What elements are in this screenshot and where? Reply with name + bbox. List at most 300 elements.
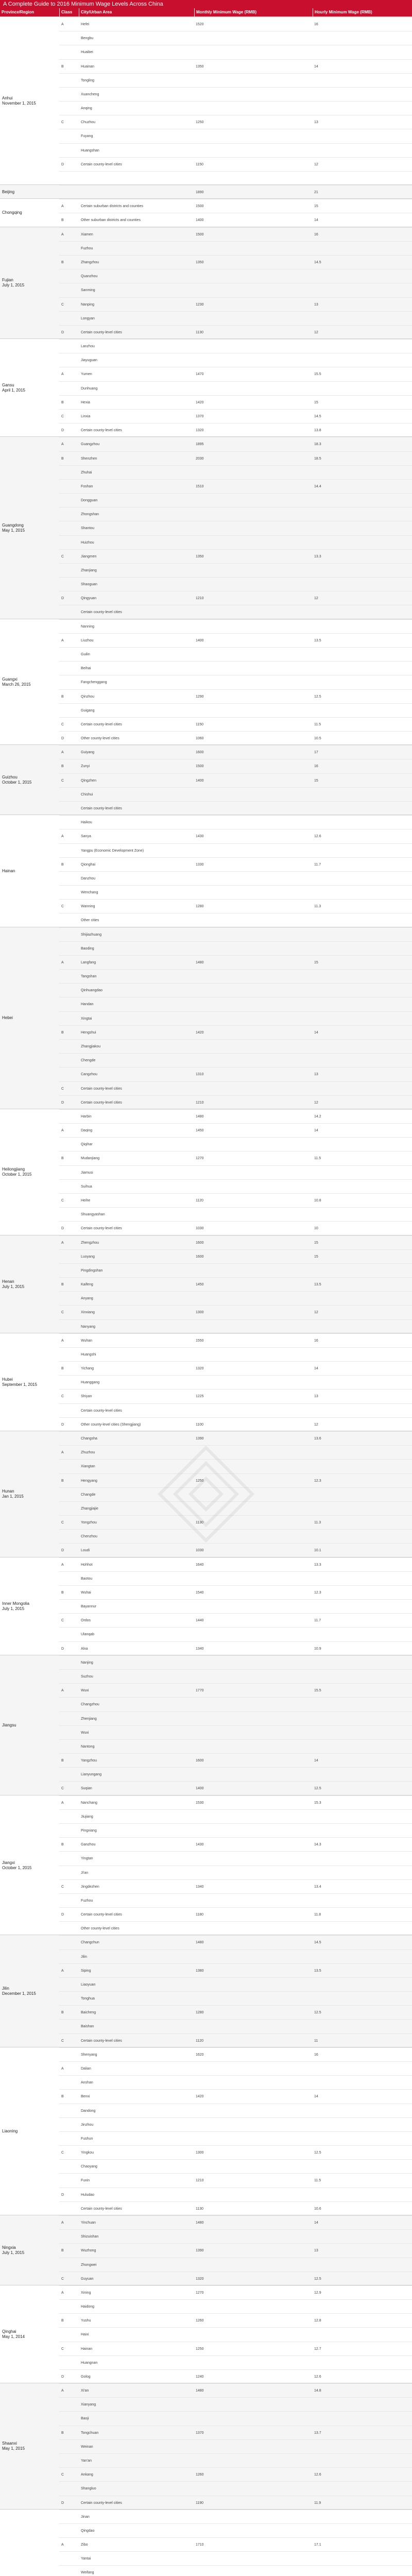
table-row xyxy=(59,1977,412,1991)
hourly-wage-cell: 11.3 xyxy=(314,1521,321,1525)
monthly-wage-cell: 1890 xyxy=(196,191,204,195)
monthly-wage-cell: 1240 xyxy=(196,2375,204,2379)
city-cell: Wuhai xyxy=(81,1590,91,1595)
hourly-wage-cell: 16 xyxy=(314,765,318,769)
city-cell: Bengbu xyxy=(81,37,94,41)
city-cell: Baoji xyxy=(81,2417,89,2421)
city-cell: Anyang xyxy=(81,1297,93,1301)
city-cell: Xiamen xyxy=(81,232,93,236)
city-cell: Huangshi xyxy=(81,1352,96,1357)
table-row xyxy=(59,871,412,885)
city-cell: Yumen xyxy=(81,372,92,377)
hourly-wage-cell: 12.5 xyxy=(314,1787,321,1791)
city-cell: Zhangzhou xyxy=(81,261,99,265)
table-row xyxy=(59,2523,412,2537)
monthly-wage-cell: 1640 xyxy=(196,1563,204,1567)
table-row xyxy=(59,661,412,675)
table-row xyxy=(59,1515,412,1529)
city-cell: Certain county-level cities xyxy=(81,2501,122,2505)
table-row xyxy=(59,745,412,759)
table-row xyxy=(59,1179,412,1193)
class-cell: C xyxy=(61,1198,64,1202)
province-block xyxy=(0,2509,412,2576)
class-cell: D xyxy=(61,162,64,166)
table-row xyxy=(59,1935,412,1949)
class-cell: D xyxy=(61,737,64,741)
city-cell: Baishan xyxy=(81,2025,94,2029)
hourly-wage-cell: 14.5 xyxy=(314,1941,321,1945)
city-cell: Luoyang xyxy=(81,1255,95,1259)
table-row xyxy=(59,381,412,395)
class-cell: A xyxy=(61,751,64,755)
hourly-wage-cell: 15 xyxy=(314,400,318,404)
table-row xyxy=(59,1417,412,1431)
city-cell: Wuxi xyxy=(81,1731,89,1735)
city-cell: Wuxi xyxy=(81,1689,89,1693)
class-cell: B xyxy=(61,1759,64,1763)
monthly-wage-cell: 1770 xyxy=(196,1689,204,1693)
table-row xyxy=(59,829,412,843)
class-cell: C xyxy=(61,1885,64,1889)
city-cell: Heihe xyxy=(81,1198,91,1202)
monthly-wage-cell: 1120 xyxy=(196,1198,204,1202)
table-row xyxy=(59,787,412,801)
class-cell: C xyxy=(61,1619,64,1623)
monthly-wage-cell: 1030 xyxy=(196,1549,204,1553)
hourly-wage-cell: 14.5 xyxy=(314,261,321,265)
city-cell: Yingtan xyxy=(81,1857,93,1861)
hourly-wage-cell: 12 xyxy=(314,1422,318,1427)
table-row xyxy=(59,185,412,199)
hourly-wage-cell: 13.7 xyxy=(314,2431,321,2435)
table-row xyxy=(59,1487,412,1501)
province-block xyxy=(0,1109,412,1235)
table-row xyxy=(59,2033,412,2047)
monthly-wage-cell: 1370 xyxy=(196,414,204,418)
city-cell: Huangshan xyxy=(81,148,99,152)
table-row xyxy=(59,73,412,87)
monthly-wage-cell: 1290 xyxy=(196,694,204,699)
table-row xyxy=(59,1809,412,1823)
city-cell: Jingdezhen xyxy=(81,1885,99,1889)
province-name: Gansu April 1, 2015 xyxy=(2,383,25,393)
monthly-wage-cell: 1400 xyxy=(196,1787,204,1791)
class-cell: B xyxy=(61,261,64,265)
monthly-wage-cell: 1310 xyxy=(196,1073,204,1077)
city-cell: Shiyan xyxy=(81,1395,92,1399)
table-row xyxy=(59,1109,412,1123)
city-cell: Zhongwei xyxy=(81,2263,97,2267)
city-cell: Fuyang xyxy=(81,134,93,139)
table-header xyxy=(0,8,412,16)
city-cell: Jinan xyxy=(81,2515,90,2519)
city-cell: Suihua xyxy=(81,1184,92,1189)
hourly-wage-cell: 18.3 xyxy=(314,443,321,447)
hourly-wage-cell: 15 xyxy=(314,778,318,783)
table-row xyxy=(59,1543,412,1557)
class-cell: B xyxy=(61,1590,64,1595)
hourly-wage-cell: 13.3 xyxy=(314,554,321,558)
monthly-wage-cell: 1600 xyxy=(196,1255,204,1259)
city-cell: Yantai xyxy=(81,2557,91,2561)
hourly-wage-cell: 12.3 xyxy=(314,1479,321,1483)
city-cell: Anqing xyxy=(81,107,92,111)
city-cell: Other cities xyxy=(81,919,99,923)
province-name: Jiangsu xyxy=(2,1722,16,1727)
table-row xyxy=(59,2355,412,2369)
monthly-wage-cell: 1260 xyxy=(196,2473,204,2477)
city-cell: Fangchenggang xyxy=(81,681,107,685)
class-cell: A xyxy=(61,372,64,377)
city-cell: Dongguan xyxy=(81,499,98,503)
table-row xyxy=(59,367,412,381)
city-cell: Shijiazhuang xyxy=(81,933,102,937)
table-row xyxy=(59,1866,412,1879)
class-cell: C xyxy=(61,1787,64,1791)
table-row xyxy=(59,1851,412,1865)
province-name: Guangxi March 26, 2015 xyxy=(2,676,31,687)
monthly-wage-cell: 1420 xyxy=(196,1030,204,1035)
province-block xyxy=(0,619,412,745)
table-row xyxy=(59,773,412,787)
city-cell: Changde xyxy=(81,1493,96,1497)
table-row xyxy=(59,255,412,269)
city-cell: Certain county-level cities xyxy=(81,1100,122,1105)
table-row xyxy=(59,339,412,353)
table-row xyxy=(59,1361,412,1375)
city-cell: Shantou xyxy=(81,527,95,531)
city-cell: Shaoguan xyxy=(81,583,97,587)
monthly-wage-cell: 1320 xyxy=(196,2277,204,2281)
city-cell: Nanping xyxy=(81,302,95,307)
table-row xyxy=(59,45,412,59)
table-row xyxy=(59,1333,412,1347)
city-cell: Foshan xyxy=(81,484,93,488)
province-block xyxy=(0,2285,412,2383)
city-cell: Daqing xyxy=(81,1129,93,1133)
city-cell: Guyuan xyxy=(81,2277,94,2281)
hourly-wage-cell: 11.5 xyxy=(314,722,321,726)
table-row xyxy=(59,675,412,689)
city-cell: Xuancheng xyxy=(81,92,99,96)
monthly-wage-cell: 1620 xyxy=(196,2053,204,2057)
hourly-wage-cell: 14.2 xyxy=(314,1114,321,1118)
province-name: Anhui November 1, 2015 xyxy=(2,96,36,106)
class-cell: B xyxy=(61,2319,64,2323)
monthly-wage-cell: 1230 xyxy=(196,302,204,307)
city-cell: Pingxiang xyxy=(81,1828,97,1833)
table-row xyxy=(59,647,412,661)
monthly-wage-cell: 1270 xyxy=(196,1157,204,1161)
monthly-wage-cell: 1250 xyxy=(196,1479,204,1483)
city-cell: Mudanjiang xyxy=(81,1157,100,1161)
city-cell: Zhenjiang xyxy=(81,1717,97,1721)
city-cell: Certain county-level cities xyxy=(81,330,122,334)
monthly-wage-cell: 1400 xyxy=(196,218,204,223)
city-cell: Alxa xyxy=(81,1647,88,1651)
city-cell: Hengyang xyxy=(81,1479,97,1483)
hourly-wage-cell: 12.5 xyxy=(314,2151,321,2155)
class-cell: B xyxy=(61,218,64,223)
table-row xyxy=(59,1781,412,1795)
province-name: Hebei xyxy=(2,1015,13,1021)
table-row xyxy=(59,801,412,815)
province-block xyxy=(0,16,412,184)
city-cell: Chengde xyxy=(81,1059,96,1063)
monthly-wage-cell: 1480 xyxy=(196,2221,204,2225)
table-row xyxy=(59,465,412,479)
table-row xyxy=(59,1459,412,1473)
city-cell: Certain county-level cities xyxy=(81,429,122,433)
city-cell: Siping xyxy=(81,1969,91,1973)
hourly-wage-cell: 15 xyxy=(314,1241,318,1245)
class-cell: C xyxy=(61,1311,64,1315)
hourly-wage-cell: 10.5 xyxy=(314,737,321,741)
city-cell: Yan'an xyxy=(81,2459,92,2463)
city-cell: Shenzhen xyxy=(81,456,97,461)
city-cell: Haikou xyxy=(81,821,92,825)
class-cell: A xyxy=(61,1801,64,1805)
table-row xyxy=(59,2537,412,2551)
city-cell: Tangshan xyxy=(81,975,97,979)
table-row xyxy=(59,1753,412,1767)
city-cell: Xining xyxy=(81,2291,91,2295)
city-cell: Guigang xyxy=(81,708,95,713)
table-row xyxy=(59,2510,412,2523)
class-cell: A xyxy=(61,2221,64,2225)
province-block xyxy=(0,227,412,338)
class-cell: B xyxy=(61,1843,64,1847)
hourly-wage-cell: 14 xyxy=(314,2221,318,2225)
city-cell: Qinzhou xyxy=(81,694,95,699)
city-cell: Huludao xyxy=(81,2193,95,2197)
table-row xyxy=(59,171,412,185)
monthly-wage-cell: 1120 xyxy=(196,2039,204,2043)
city-cell: Shangluo xyxy=(81,2487,96,2491)
hourly-wage-cell: 11.7 xyxy=(314,1619,321,1623)
city-cell: Suqian xyxy=(81,1787,92,1791)
table-row xyxy=(59,1725,412,1739)
header-monthly: Monthly Minimum Wage (RMB) xyxy=(194,8,313,16)
table-row xyxy=(59,213,412,227)
class-cell: A xyxy=(61,1241,64,1245)
city-cell: Certain county-level cities xyxy=(81,1227,122,1231)
table-row xyxy=(59,1739,412,1753)
hourly-wage-cell: 12 xyxy=(314,1100,318,1105)
table-row xyxy=(59,353,412,367)
monthly-wage-cell: 1330 xyxy=(196,862,204,867)
table-row xyxy=(59,1375,412,1389)
class-cell: B xyxy=(61,2431,64,2435)
city-cell: Qingyuan xyxy=(81,597,96,601)
city-cell: Ordos xyxy=(81,1619,91,1623)
table-row xyxy=(59,633,412,647)
table-row xyxy=(59,87,412,101)
monthly-wage-cell: 1480 xyxy=(196,960,204,964)
table-row xyxy=(59,1137,412,1151)
table-row xyxy=(59,703,412,717)
table-row xyxy=(59,2131,412,2145)
city-cell: Huizhou xyxy=(81,540,94,545)
city-cell: Yangzhou xyxy=(81,1759,97,1763)
table-row xyxy=(59,101,412,115)
hourly-wage-cell: 14 xyxy=(314,1030,318,1035)
city-cell: Jiangmen xyxy=(81,554,97,558)
table-row xyxy=(59,1151,412,1165)
city-cell: Zhongshan xyxy=(81,513,99,517)
monthly-wage-cell: 1030 xyxy=(196,1227,204,1231)
hourly-wage-cell: 14.5 xyxy=(314,414,321,418)
monthly-wage-cell: 1300 xyxy=(196,2151,204,2155)
hourly-wage-cell: 13 xyxy=(314,2249,318,2253)
city-cell: Golog xyxy=(81,2375,91,2379)
table-row xyxy=(59,1879,412,1893)
hourly-wage-cell: 14 xyxy=(314,1129,318,1133)
hourly-wage-cell: 12.6 xyxy=(314,835,321,839)
city-cell: Qinhuangdao xyxy=(81,989,103,993)
city-cell: Huaibei xyxy=(81,50,93,55)
hourly-wage-cell: 13.3 xyxy=(314,1563,321,1567)
monthly-wage-cell: 1280 xyxy=(196,905,204,909)
hourly-wage-cell: 12.5 xyxy=(314,2011,321,2015)
monthly-wage-cell: 1130 xyxy=(196,2207,204,2211)
table-row xyxy=(59,297,412,311)
city-cell: Fushun xyxy=(81,2137,93,2141)
city-cell: Tongchuan xyxy=(81,2431,99,2435)
hourly-wage-cell: 12.5 xyxy=(314,694,321,699)
monthly-wage-cell: 1480 xyxy=(196,1114,204,1118)
table-row xyxy=(59,1039,412,1053)
header-city: City/Urban Area xyxy=(79,8,194,16)
city-cell: Benxi xyxy=(81,2095,90,2099)
table-row xyxy=(59,815,412,829)
city-cell: Xingtai xyxy=(81,1016,92,1021)
hourly-wage-cell: 13 xyxy=(314,121,318,125)
class-cell: A xyxy=(61,23,64,26)
table-row xyxy=(59,1277,412,1291)
table-row xyxy=(59,689,412,703)
monthly-wage-cell: 1340 xyxy=(196,1885,204,1889)
city-cell: Changchun xyxy=(81,1941,99,1945)
hourly-wage-cell: 13 xyxy=(314,1073,318,1077)
class-cell: C xyxy=(61,2151,64,2155)
table-row xyxy=(59,2188,412,2201)
table-row xyxy=(59,1207,412,1221)
table-row xyxy=(59,1711,412,1725)
monthly-wage-cell: 1190 xyxy=(196,2501,204,2505)
city-cell: Zunyi xyxy=(81,765,90,769)
hourly-wage-cell: 10.6 xyxy=(314,2207,321,2211)
hourly-wage-cell: 12.9 xyxy=(314,2291,321,2295)
monthly-wage-cell: 1450 xyxy=(196,1129,204,1133)
city-cell: Zhengzhou xyxy=(81,1241,99,1245)
table-row xyxy=(59,1123,412,1137)
city-cell: Chuzhou xyxy=(81,121,96,125)
city-cell: Other suburban districts and counties xyxy=(81,218,141,223)
class-cell: C xyxy=(61,554,64,558)
province-name: Hubei September 1, 2015 xyxy=(2,1377,38,1387)
monthly-wage-cell: 1380 xyxy=(196,1969,204,1973)
city-cell: Zhuzhou xyxy=(81,1451,95,1455)
table-row xyxy=(59,535,412,549)
city-cell: Guangzhou xyxy=(81,443,100,447)
monthly-wage-cell: 1225 xyxy=(196,1395,204,1399)
hourly-wage-cell: 17.1 xyxy=(314,2543,321,2547)
table-row xyxy=(59,1613,412,1627)
city-cell: Certain county-level cities xyxy=(81,1913,122,1917)
class-cell: C xyxy=(61,414,64,418)
table-row xyxy=(59,1165,412,1179)
city-cell: Fuxin xyxy=(81,2179,90,2183)
table-row xyxy=(59,1837,412,1851)
table-row xyxy=(59,1823,412,1837)
hourly-wage-cell: 14 xyxy=(314,64,318,69)
table-row xyxy=(59,2215,412,2229)
class-cell: B xyxy=(61,694,64,699)
class-cell: C xyxy=(61,905,64,909)
table-row xyxy=(59,1795,412,1809)
hourly-wage-cell: 21 xyxy=(314,191,318,195)
monthly-wage-cell: 1350 xyxy=(196,554,204,558)
monthly-wage-cell: 1130 xyxy=(196,330,204,334)
province-block xyxy=(0,744,412,815)
table-row xyxy=(59,2117,412,2131)
hourly-wage-cell: 13.5 xyxy=(314,1283,321,1287)
class-cell: A xyxy=(61,2543,64,2547)
city-cell: Haixi xyxy=(81,2333,89,2337)
province-block xyxy=(0,1655,412,1795)
table-row xyxy=(59,2047,412,2061)
class-cell: D xyxy=(61,1549,64,1553)
class-cell: A xyxy=(61,205,64,209)
city-cell: Huainan xyxy=(81,64,95,69)
class-cell: B xyxy=(61,2095,64,2099)
table-row xyxy=(59,2453,412,2467)
table-row xyxy=(59,1025,412,1039)
table-row xyxy=(59,2327,412,2341)
city-cell: Shizuishan xyxy=(81,2235,99,2239)
monthly-wage-cell: 1470 xyxy=(196,372,204,377)
hourly-wage-cell: 15.5 xyxy=(314,1689,321,1693)
city-cell: Wuhan xyxy=(81,1338,93,1343)
table-row xyxy=(59,577,412,591)
monthly-wage-cell: 1600 xyxy=(196,1241,204,1245)
class-cell: A xyxy=(61,2291,64,2295)
table-row xyxy=(59,2075,412,2089)
hourly-wage-cell: 10.1 xyxy=(314,1549,321,1553)
table-row xyxy=(59,269,412,283)
hourly-wage-cell: 13.6 xyxy=(314,1437,321,1440)
table-row xyxy=(59,2467,412,2481)
city-cell: Yongzhou xyxy=(81,1521,97,1525)
table-row xyxy=(59,2159,412,2173)
class-cell: B xyxy=(61,1030,64,1035)
city-cell: Weinan xyxy=(81,2445,93,2449)
city-cell: Nantong xyxy=(81,1744,95,1749)
class-cell: A xyxy=(61,443,64,447)
table-row xyxy=(59,1431,412,1445)
province-block xyxy=(0,1935,412,2046)
city-cell: Certain suburban districts and counties xyxy=(81,205,144,209)
table-row xyxy=(59,1921,412,1935)
class-cell: D xyxy=(61,2375,64,2379)
table-row xyxy=(59,2089,412,2103)
province-block xyxy=(0,815,412,926)
class-cell: D xyxy=(61,1422,64,1427)
class-cell: A xyxy=(61,2389,64,2393)
table-row xyxy=(59,2411,412,2425)
hourly-wage-cell: 18.5 xyxy=(314,456,321,461)
